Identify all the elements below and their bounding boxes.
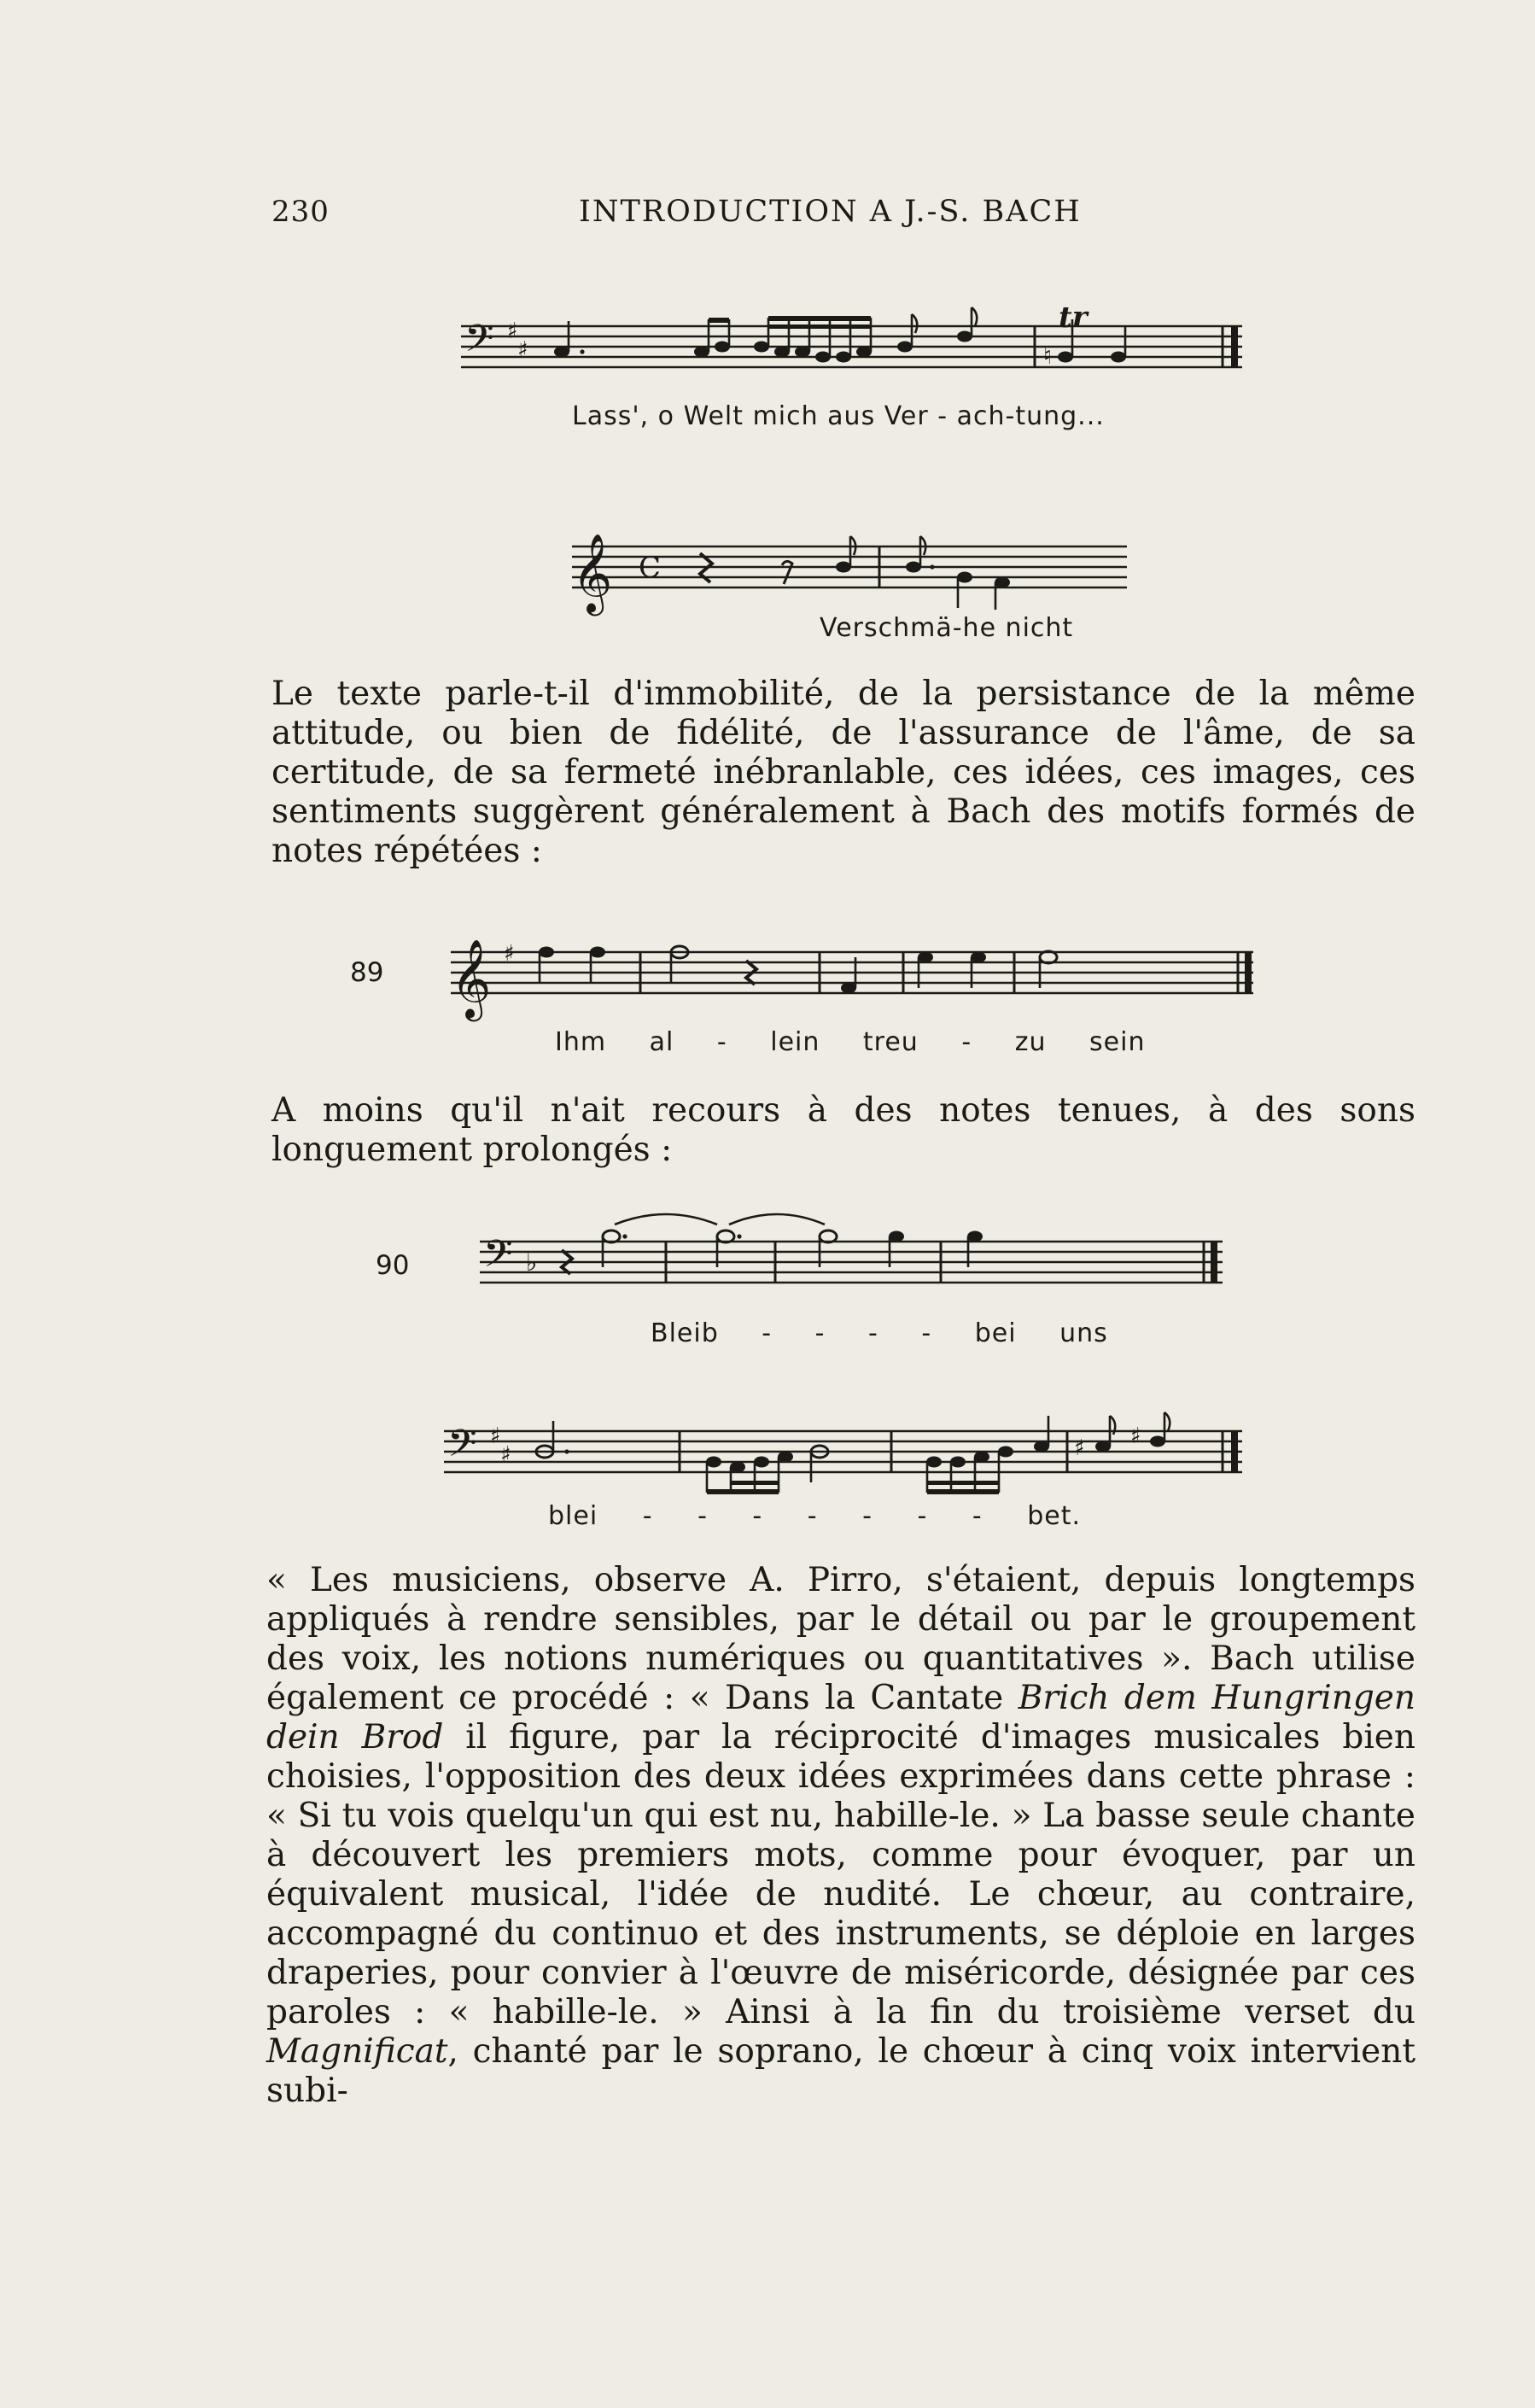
bass-clef-icon: 𝄢: [483, 1231, 513, 1285]
staff-4: [480, 1213, 1231, 1306]
paragraph-3-text-b: il figure, par la réciprocité d'images musicales bien choisies, l'opposition des deux idées exprimées dans cette phrase : « Si tu vois quelqu'un qui est nu, habille-le. » La basse seule chante à découvert les premiers mots, comme pour évoquer, par un équivalent musical, l'idée de nudité. Le chœur, au contraire, accompagné du continuo et des instruments, se déploie en larges draperies, pour convier à l'œuvre de miséricorde, désignée par ces paroles : « habille-le. » Ainsi à la fin du troisième verset du: [266, 1718, 1416, 2031]
music-example-1: [461, 301, 1246, 453]
magnificat-title: Magnificat: [266, 2032, 448, 2071]
paragraph-3: [266, 1561, 1415, 2111]
example-number: 90: [376, 1250, 410, 1281]
sharp-icon: ♯: [1074, 1435, 1085, 1461]
staff-3: [451, 926, 1262, 1020]
example-number: 89: [350, 957, 384, 988]
common-time-icon: C: [639, 551, 662, 585]
sharp-icon: ♯: [517, 337, 528, 363]
music-example-2: [572, 512, 1135, 658]
lyrics-line: Lass', o Welt mich aus Ver - ach-tung...: [572, 401, 1105, 431]
staff-5: [444, 1409, 1246, 1503]
music-example-4: [376, 1213, 1229, 1366]
paragraph-2: A moins qu'il n'ait recours à des notes tenues, à des sons longuement prolongés :: [271, 1091, 1415, 1169]
sharp-icon: ♯: [507, 319, 518, 344]
sharp-icon: ♯: [504, 941, 515, 967]
running-title: INTRODUCTION A J.-S. BACH: [579, 195, 1082, 229]
paragraph-3-text-c: , chanté par le soprano, le chœur à cinq voix intervient subi-: [266, 2032, 1415, 2110]
paragraph-3-text-a: « Les musiciens, observe A. Pirro, s'étaient, depuis longtemps appliqués à rendre sensibles, par le détail ou par le groupement des voix, les notions numériques ou quantitatives ». Bach utilise également ce procédé : « Dans la Cantate: [266, 1561, 1415, 1717]
music-example-3: [350, 926, 1264, 1080]
lyrics-line: blei - - - - - - - bet.: [548, 1501, 1082, 1531]
music-example-5: [444, 1409, 1246, 1554]
lyrics-line: Bleib - - - - bei uns: [651, 1318, 1108, 1348]
lyrics-line: Ihm al - lein treu - zu sein: [555, 1027, 1146, 1057]
flat-icon: ♭: [526, 1248, 538, 1277]
sharp-icon: ♯: [490, 1423, 501, 1449]
sharp-icon: ♯: [1130, 1423, 1141, 1449]
treble-clef-icon: 𝄞: [451, 938, 492, 1018]
page-header: [271, 195, 1415, 246]
bass-clef-icon: 𝄢: [464, 316, 494, 370]
page-number: 230: [271, 195, 330, 229]
cantata-title: Brich dem Hungringen dein Brod: [266, 1679, 1415, 1756]
natural-icon: ♮: [1043, 342, 1053, 370]
staff-1: [461, 307, 1246, 401]
treble-clef-icon: 𝄞: [572, 533, 613, 612]
staff-2: [572, 512, 1135, 612]
trill-icon: tr: [1059, 301, 1088, 335]
paragraph-1: Le texte parle-t-il d'immobilité, de la persistance de la même attitude, ou bien de fidélité, de l'assurance de l'âme, de sa certitude, de sa fermeté inébranlable, ces idées, ces images, ces sentiments suggèrent généralement à Bach des motifs formés de notes répétées :: [271, 675, 1415, 870]
bass-clef-icon: 𝄢: [447, 1421, 477, 1475]
sharp-icon: ♯: [500, 1442, 511, 1468]
lyrics-line: Verschmä-he nicht: [820, 613, 1074, 643]
